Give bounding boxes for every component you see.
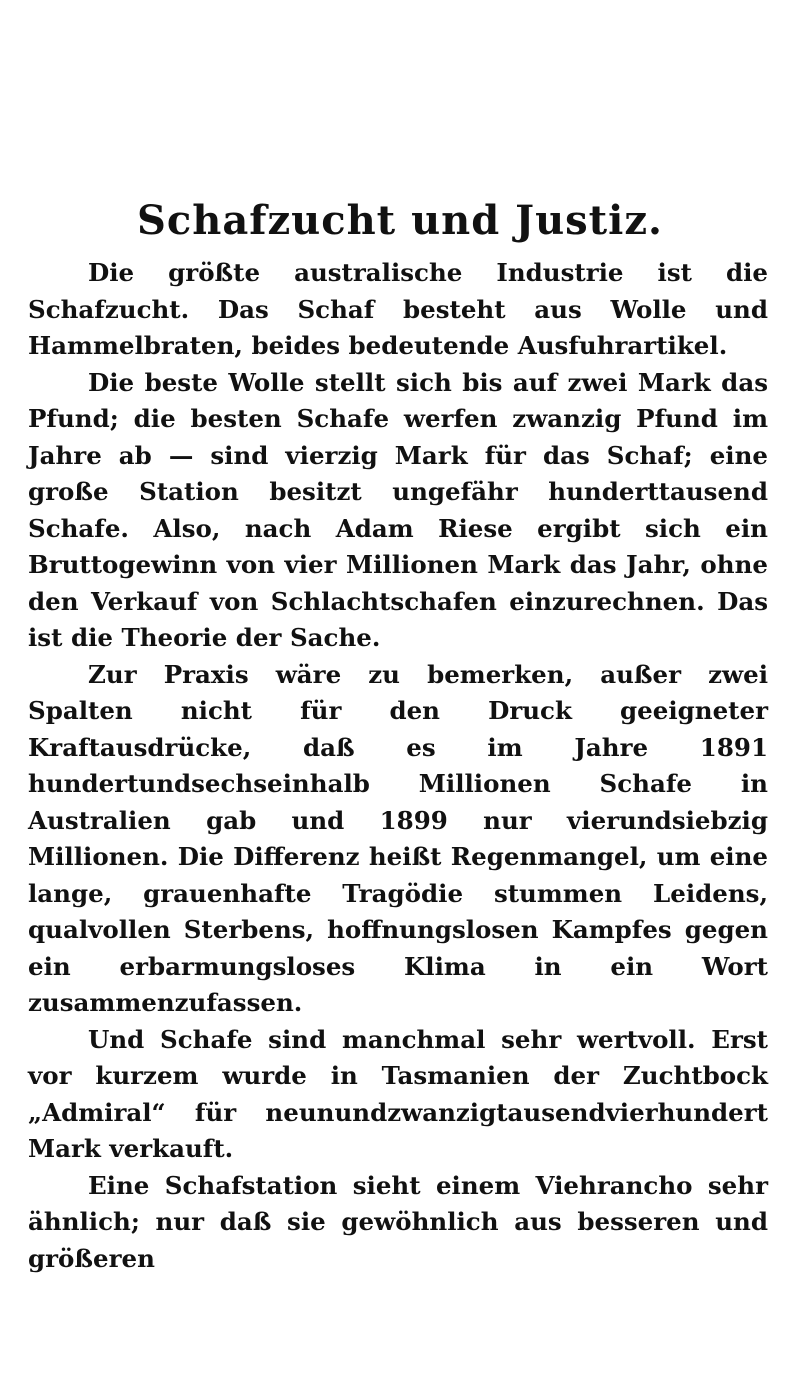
paragraph: Die beste Wolle stellt sich bis auf zwei Mark das Pfund; die besten Schafe werfen zwanzig Pfund im Jahre ab — sind vierzig Mark für das Schaf; eine große Station besitzt ungefähr hunderttausend Schafe. Also, nach Adam Riese ergibt sich ein Bruttogewinn von vier Millionen Mark das Jahr, ohne den Verkauf von Schlachtschafen einzurechnen. Das ist die Theorie der Sache.: [28, 367, 768, 652]
paragraph: Die größte australische Industrie ist die Schafzucht. Das Schaf besteht aus Wolle und Hammelbraten, beides bedeutende Ausfuhrartikel.: [28, 258, 768, 360]
paragraph: Zur Praxis wäre zu bemerken, außer zwei Spalten nicht für den Druck geeigneter Kraftausdrücke, daß es im Jahre 1891 hundertundsechseinhalb Millionen Schafe in Australien gab und 1899 nur vierundsiebzig Millionen. Die Differenz heißt Regenmangel, um eine lange, grauenhafte Tragödie stummen Leidens, qualvollen Sterbens, hoffnungslosen Kampfes gegen ein erbarmungsloses Klima in ein Wort zusammenzufassen.: [28, 659, 768, 1017]
paragraph: Und Schafe sind manchmal sehr wertvoll. Erst vor kurzem wurde in Tasmanien der Zuchtbock „Admiral“ für neunundzwanzigtausendvierhundert Mark verkauft.: [28, 1024, 768, 1163]
page-title: Schafzucht und Justiz.: [137, 196, 663, 244]
paragraph: Eine Schafstation sieht einem Viehrancho sehr ähnlich; nur daß sie gewöhnlich aus besseren und größeren: [28, 1170, 768, 1273]
page-body: [28, 255, 768, 1277]
